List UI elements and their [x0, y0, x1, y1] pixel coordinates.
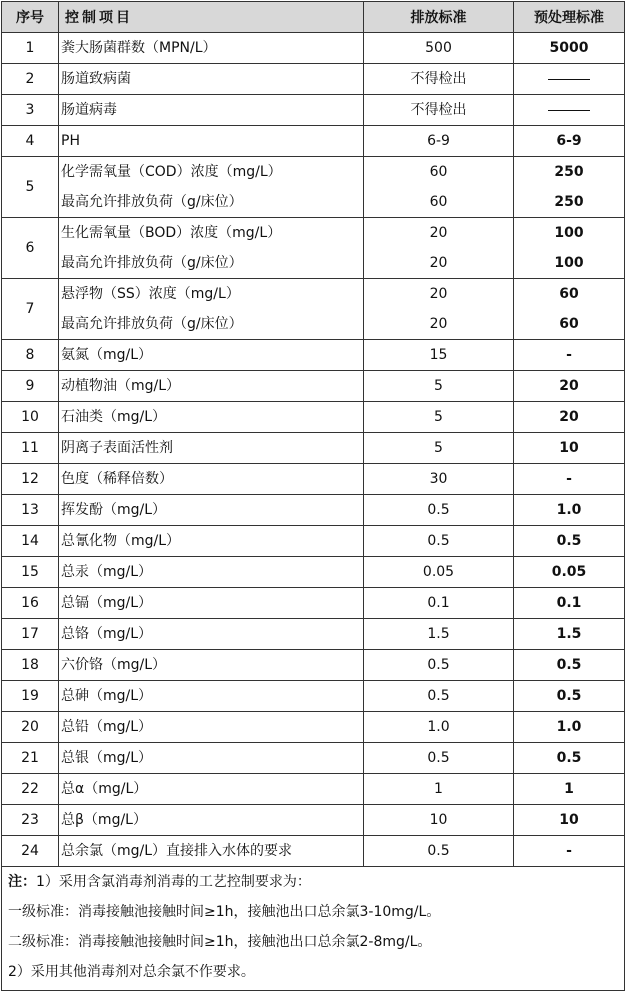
- pretreat-value: 6-9: [556, 133, 582, 149]
- table-row: [2, 464, 625, 495]
- table-row: [2, 774, 625, 805]
- item-name-cell: [59, 526, 364, 557]
- item-name-cell: [59, 64, 364, 95]
- pretreat-value-cell: [514, 218, 625, 279]
- table-row: [2, 557, 625, 588]
- notes-line-4: 2）采用其他消毒剂对总余氯不作要求。: [8, 964, 255, 980]
- pretreat-value: 250: [554, 194, 584, 210]
- pretreat-value-cell: [514, 33, 625, 64]
- discharge-value: 60: [429, 194, 448, 210]
- pretreat-value-cell: [514, 340, 625, 371]
- discharge-value: 1.5: [427, 626, 450, 642]
- item-name: 最高允许排放负荷（g/床位）: [61, 194, 243, 210]
- item-name-cell: [59, 95, 364, 126]
- table-row: [2, 340, 625, 371]
- item-name: 最高允许排放负荷（g/床位）: [61, 316, 243, 332]
- table-row: [2, 836, 625, 867]
- row-number: 17: [2, 619, 59, 650]
- standards-table: [1, 1, 625, 991]
- discharge-value-cell: [364, 433, 514, 464]
- discharge-value: 0.5: [427, 843, 450, 859]
- discharge-value: 20: [429, 255, 448, 271]
- item-name: 肠道致病菌: [61, 71, 131, 87]
- row-number: 9: [2, 371, 59, 402]
- item-name-cell: [59, 402, 364, 433]
- row-number: 22: [2, 774, 59, 805]
- discharge-value: 0.1: [427, 595, 450, 611]
- row-number: 8: [2, 340, 59, 371]
- row-number: 18: [2, 650, 59, 681]
- pretreat-value: 10: [559, 812, 579, 828]
- item-name: 生化需氧量（BOD）浓度（mg/L）: [61, 225, 282, 241]
- pretreat-value: 5000: [549, 40, 589, 56]
- table-row: [2, 95, 625, 126]
- item-name: 总汞（mg/L）: [61, 564, 153, 580]
- pretreat-value-cell: [514, 126, 625, 157]
- pretreat-value-cell: [514, 743, 625, 774]
- item-name-cell: [59, 464, 364, 495]
- item-name-cell: [59, 218, 364, 279]
- notes-text-1: 1）采用含氯消毒剂消毒的工艺控制要求为：: [36, 874, 311, 890]
- discharge-value: 不得检出: [410, 71, 467, 87]
- pretreat-value-cell: [514, 402, 625, 433]
- item-name: 最高允许排放负荷（g/床位）: [61, 255, 243, 271]
- item-name-cell: [59, 836, 364, 867]
- notes-label: 注：: [8, 874, 36, 890]
- header-pretreat: 预处理标准: [514, 2, 625, 33]
- discharge-value: 1.0: [427, 719, 450, 735]
- table-row: [2, 805, 625, 836]
- header-no: 序号: [2, 2, 59, 33]
- discharge-value: 0.5: [427, 533, 450, 549]
- discharge-value: 6-9: [427, 133, 450, 149]
- discharge-value-cell: [364, 619, 514, 650]
- table-header-row: [2, 2, 625, 33]
- item-name-cell: [59, 33, 364, 64]
- item-name: 挥发酚（mg/L）: [61, 502, 167, 518]
- discharge-value: 20: [429, 225, 448, 241]
- discharge-value: 20: [429, 316, 448, 332]
- table-row: [2, 712, 625, 743]
- item-name: 肠道病毒: [61, 102, 117, 118]
- pretreat-value-cell: [514, 64, 625, 95]
- discharge-value-cell: [364, 402, 514, 433]
- item-name: 总α（mg/L）: [61, 781, 148, 797]
- table-row: [2, 681, 625, 712]
- item-name-cell: [59, 774, 364, 805]
- pretreat-value: 0.5: [556, 688, 582, 704]
- discharge-value-cell: [364, 33, 514, 64]
- pretreat-value-cell: [514, 774, 625, 805]
- row-number: 6: [2, 218, 59, 279]
- pretreat-value: [514, 64, 624, 94]
- discharge-value-cell: [364, 495, 514, 526]
- row-number: 14: [2, 526, 59, 557]
- pretreat-value-cell: [514, 619, 625, 650]
- table-row: [2, 495, 625, 526]
- row-number: 19: [2, 681, 59, 712]
- discharge-value-cell: [364, 681, 514, 712]
- table-row: [2, 126, 625, 157]
- discharge-value-cell: [364, 836, 514, 867]
- item-name-cell: [59, 495, 364, 526]
- pretreat-value-cell: [514, 495, 625, 526]
- item-name-cell: [59, 340, 364, 371]
- pretreat-value: -: [566, 347, 572, 363]
- pretreat-value-cell: [514, 157, 625, 218]
- table-row: [2, 433, 625, 464]
- row-number: 12: [2, 464, 59, 495]
- discharge-value-cell: [364, 774, 514, 805]
- notes-cell: [2, 867, 625, 991]
- discharge-value: 0.5: [427, 502, 450, 518]
- discharge-value-cell: [364, 95, 514, 126]
- discharge-value: 15: [429, 347, 448, 363]
- item-name: 总铬（mg/L）: [61, 626, 153, 642]
- table-row: [2, 279, 625, 340]
- pretreat-value-cell: [514, 279, 625, 340]
- pretreat-value: 100: [554, 255, 584, 271]
- row-number: 21: [2, 743, 59, 774]
- discharge-value: 60: [429, 164, 448, 180]
- pretreat-value-cell: [514, 588, 625, 619]
- item-name: 总余氯（mg/L）直接排入水体的要求: [61, 843, 293, 859]
- item-name: 氨氮（mg/L）: [61, 347, 153, 363]
- table-row: [2, 33, 625, 64]
- row-number: 15: [2, 557, 59, 588]
- item-name: 阴离子表面活性剂: [61, 440, 173, 456]
- item-name-cell: [59, 371, 364, 402]
- item-name: 动植物油（mg/L）: [61, 378, 181, 394]
- table-row: [2, 218, 625, 279]
- pretreat-value: 1: [564, 781, 574, 797]
- pretreat-value: -: [566, 471, 572, 487]
- table-row: [2, 619, 625, 650]
- item-name: 总镉（mg/L）: [61, 595, 153, 611]
- row-number: 5: [2, 157, 59, 218]
- row-number: 10: [2, 402, 59, 433]
- item-name-cell: [59, 433, 364, 464]
- item-name: 总砷（mg/L）: [61, 688, 153, 704]
- item-name: 六价铬（mg/L）: [61, 657, 167, 673]
- pretreat-value: 1.5: [556, 626, 582, 642]
- row-number: 3: [2, 95, 59, 126]
- item-name-cell: [59, 126, 364, 157]
- discharge-value-cell: [364, 279, 514, 340]
- table-row: [2, 743, 625, 774]
- table-row: [2, 64, 625, 95]
- discharge-value-cell: [364, 588, 514, 619]
- pretreat-value: 20: [559, 409, 579, 425]
- header-discharge: 排放标准: [364, 2, 514, 33]
- item-name-cell: [59, 157, 364, 218]
- discharge-value-cell: [364, 340, 514, 371]
- item-name-cell: [59, 681, 364, 712]
- discharge-value: 10: [429, 812, 448, 828]
- table-row: [2, 371, 625, 402]
- pretreat-value: 0.5: [556, 533, 582, 549]
- row-number: 1: [2, 33, 59, 64]
- discharge-value-cell: [364, 218, 514, 279]
- pretreat-value-cell: [514, 464, 625, 495]
- discharge-value: 5: [434, 409, 443, 425]
- discharge-value-cell: [364, 712, 514, 743]
- pretreat-value-cell: [514, 557, 625, 588]
- item-name: 悬浮物（SS）浓度（mg/L）: [61, 286, 240, 302]
- table-row: [2, 157, 625, 218]
- table-row: [2, 402, 625, 433]
- pretreat-value: 60: [559, 316, 579, 332]
- pretreat-value-cell: [514, 805, 625, 836]
- discharge-value: 0.5: [427, 657, 450, 673]
- notes-line-1: [8, 867, 624, 897]
- pretreat-value: 10: [559, 440, 579, 456]
- item-name: 总银（mg/L）: [61, 750, 153, 766]
- discharge-value: 20: [429, 286, 448, 302]
- pretreat-value-cell: [514, 526, 625, 557]
- pretreat-value-cell: [514, 433, 625, 464]
- discharge-value-cell: [364, 743, 514, 774]
- item-name: 化学需氧量（COD）浓度（mg/L）: [61, 164, 282, 180]
- row-number: 7: [2, 279, 59, 340]
- pretreat-value: 0.5: [556, 657, 582, 673]
- discharge-value: 1: [434, 781, 443, 797]
- pretreat-value: 250: [554, 164, 584, 180]
- pretreat-value: 20: [559, 378, 579, 394]
- discharge-value-cell: [364, 805, 514, 836]
- discharge-value: 5: [434, 440, 443, 456]
- item-name-cell: [59, 619, 364, 650]
- discharge-value-cell: [364, 557, 514, 588]
- pretreat-value-cell: [514, 650, 625, 681]
- pretreat-value-cell: [514, 836, 625, 867]
- pretreat-value-cell: [514, 681, 625, 712]
- discharge-value-cell: [364, 64, 514, 95]
- pretreat-value: 0.1: [556, 595, 582, 611]
- pretreat-value: 0.05: [551, 564, 587, 580]
- discharge-value-cell: [364, 371, 514, 402]
- item-name-cell: [59, 712, 364, 743]
- row-number: 11: [2, 433, 59, 464]
- item-name: PH: [61, 133, 80, 149]
- discharge-value-cell: [364, 526, 514, 557]
- pretreat-value-cell: [514, 712, 625, 743]
- pretreat-value: 1.0: [556, 719, 582, 735]
- pretreat-value: [514, 95, 624, 125]
- header-item: 控制项目: [59, 2, 364, 33]
- item-name-cell: [59, 279, 364, 340]
- pretreat-value-cell: [514, 371, 625, 402]
- table-row: [2, 526, 625, 557]
- pretreat-value: 1.0: [556, 502, 582, 518]
- table-body: [2, 33, 625, 867]
- item-name: 总氰化物（mg/L）: [61, 533, 181, 549]
- discharge-value: 30: [429, 471, 448, 487]
- item-name-cell: [59, 588, 364, 619]
- item-name-cell: [59, 743, 364, 774]
- discharge-value-cell: [364, 157, 514, 218]
- row-number: 13: [2, 495, 59, 526]
- pretreat-value-cell: [514, 95, 625, 126]
- dash-mark: [548, 79, 590, 80]
- discharge-value-cell: [364, 464, 514, 495]
- pretreat-value: -: [566, 843, 572, 859]
- notes-row: [2, 867, 625, 991]
- item-name-cell: [59, 805, 364, 836]
- discharge-value-cell: [364, 126, 514, 157]
- table-row: [2, 588, 625, 619]
- discharge-value: 0.5: [427, 750, 450, 766]
- item-name: 总铅（mg/L）: [61, 719, 153, 735]
- pretreat-value: 60: [559, 286, 579, 302]
- notes-line-2: 一级标准：消毒接触池接触时间≥1h，接触池出口总余氯3-10mg/L。: [8, 904, 441, 920]
- table-row: [2, 650, 625, 681]
- item-name: 粪大肠菌群数（MPN/L）: [61, 40, 217, 56]
- pretreat-value: 100: [554, 225, 584, 241]
- item-name: 石油类（mg/L）: [61, 409, 167, 425]
- item-name-cell: [59, 557, 364, 588]
- row-number: 20: [2, 712, 59, 743]
- row-number: 16: [2, 588, 59, 619]
- row-number: 2: [2, 64, 59, 95]
- dash-mark: [548, 110, 590, 111]
- pretreat-value: 0.5: [556, 750, 582, 766]
- item-name-cell: [59, 650, 364, 681]
- discharge-value: 不得检出: [410, 102, 467, 118]
- row-number: 23: [2, 805, 59, 836]
- discharge-value: 500: [425, 40, 452, 56]
- item-name: 色度（稀释倍数）: [61, 471, 173, 487]
- notes-line-3: 二级标准：消毒接触池接触时间≥1h，接触池出口总余氯2-8mg/L。: [8, 934, 432, 950]
- row-number: 4: [2, 126, 59, 157]
- discharge-value: 0.5: [427, 688, 450, 704]
- discharge-value: 5: [434, 378, 443, 394]
- discharge-value-cell: [364, 650, 514, 681]
- discharge-value: 0.05: [422, 564, 455, 580]
- row-number: 24: [2, 836, 59, 867]
- item-name: 总β（mg/L）: [61, 812, 147, 828]
